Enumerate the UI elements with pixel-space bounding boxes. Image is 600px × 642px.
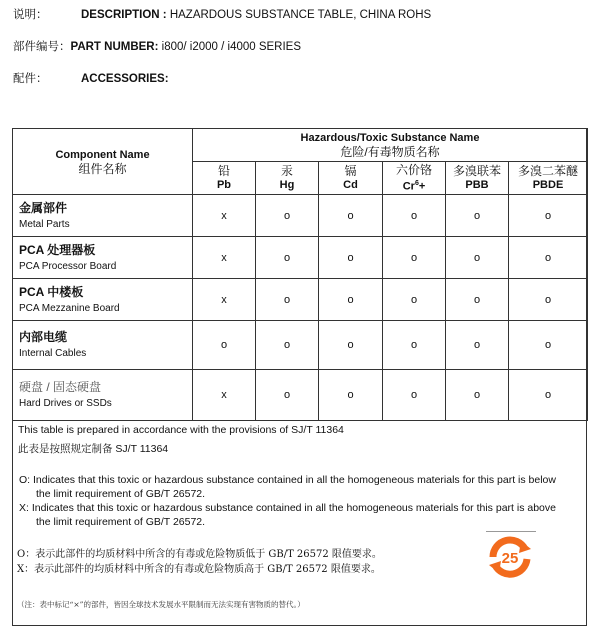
substance-value-cell: o [446,370,509,421]
substance-symbol: PBB [465,179,489,191]
component-name-en: PCA Mezzanine Board [19,302,120,314]
substance-cn: 铅 [217,164,230,178]
substance-header-en: Hazardous/Toxic Substance Name [300,132,480,144]
epup-label: 25 [501,550,519,567]
substance-value-cell: o [509,237,588,279]
component-name-en: Hard Drives or SSDs [19,398,112,409]
substance-cn: 镉 [344,164,357,178]
o-legend-cn: O：表示此部件的均质材料中所含的有毒或危险物质低于 GB/T 26572 限值要求。 [17,549,382,560]
substance-value-cell: o [509,279,588,321]
substance-symbol: Pb [216,179,232,191]
component-name-en: PCA Processor Board [19,260,117,272]
substance-value-cell: o [446,237,509,279]
substance-value-cell: o [509,370,588,421]
substance-value-cell: o [319,279,383,321]
component-cell [13,279,193,321]
substance-value-cell: o [509,321,588,370]
table-row [13,321,588,370]
hazardous-substance-table [12,128,588,421]
component-cell [13,237,193,279]
substance-value-cell: o [256,370,319,421]
part-number-line [13,38,301,54]
substance-value-cell: o [319,370,383,421]
substance-column-header [509,162,588,195]
substance-value-cell: o [446,321,509,370]
part-number-cn-label: 部件编号： [13,41,71,53]
substance-value-cell: o [383,321,446,370]
o-legend-en-line2: the limit requirement of GB/T 26572. [36,487,206,500]
o-legend-en-line1: O: Indicates that this toxic or hazardous substance contained in all the homogeneous materials for this part is below [19,474,556,486]
substance-value-cell: o [383,195,446,237]
substance-value-cell: x [193,195,256,237]
substance-symbol: $Cr^6+$ [402,179,426,193]
substance-value-cell: o [319,321,383,370]
component-name-en: Internal Cables [19,348,87,359]
substance-value-cell: o [446,195,509,237]
substance-value-cell: o [319,237,383,279]
component-name-cn: 硬盘 / 固态硬盘 [19,380,102,394]
o-legend-en [19,474,584,501]
substance-value-cell: o [509,195,588,237]
substance-column-header [256,162,319,195]
substance-cn: 六价铬 [395,162,432,177]
accessories-cn-label: 配件： [13,73,48,85]
substance-value-cell: o [256,195,319,237]
description-cn-label: 说明： [13,9,48,21]
table-row [13,370,588,421]
part-number-value: i800/ i2000 / i4000 SERIES [161,41,302,53]
substance-column-header [446,162,509,195]
substance-cn: 多溴联苯 [452,164,501,178]
component-name-cn: PCA 中楼板 [19,284,84,299]
substance-column-header [319,162,383,195]
substance-symbol: PBDE [532,179,564,191]
x-legend-cn: X：表示此部件的均质材料中所含的有毒或危险物质高于 GB/T 26572 限值要求。 [17,564,381,575]
component-name-cn: 金属部件 [19,200,68,215]
table-row [13,195,588,237]
substance-header-cn: 危险/有毒物质名称 [340,145,440,159]
prepared-note-en: This table is prepared in accordance with the provisions of SJ/T 11364 [18,424,344,436]
substance-symbol: Hg [279,179,295,191]
description-value: HAZARDOUS SUBSTANCE TABLE, CHINA ROHS [169,9,432,21]
substance-column-header [383,162,446,195]
substance-value-cell: o [256,237,319,279]
substance-value-cell: o [193,321,256,370]
component-name-cn: PCA 处理器板 [19,242,96,257]
substance-name-header [193,129,588,162]
substance-value-cell: o [383,279,446,321]
substance-value-cell: x [193,370,256,421]
component-header-cn: 组件名称 [78,161,127,176]
x-legend-en-line2: the limit requirement of GB/T 26572. [36,515,206,528]
substance-column-header [193,162,256,195]
substance-cn: 汞 [280,164,293,178]
substance-value-cell: x [193,237,256,279]
substance-value-cell: o [256,321,319,370]
substance-symbol: Cd [343,179,358,191]
component-cell [13,370,193,421]
epup-25-icon [485,531,535,583]
substance-value-cell: o [383,237,446,279]
substance-value-cell: o [319,195,383,237]
component-cell [13,195,193,237]
prepared-note-cn [18,441,168,456]
x-legend-en [19,502,584,529]
component-name-cn: 内部电缆 [19,330,68,344]
component-name-en: Metal Parts [19,218,70,230]
part-number-en-label: PART NUMBER: [70,41,159,53]
substance-value-cell: x [193,279,256,321]
substance-value-cell: o [446,279,509,321]
x-legend-en-line1: X: Indicates that this toxic or hazardous substance contained in all the homogeneous materials for this part is above [19,502,556,514]
accessories-line [13,70,169,86]
description-en-label: DESCRIPTION : [81,9,167,21]
substance-value-cell: o [256,279,319,321]
table-row [13,237,588,279]
prepared-note-cn-text: 此表是按照规定制备 SJ/T 11364 [18,443,169,455]
substance-value-cell: o [383,370,446,421]
component-cell [13,321,193,370]
substance-cn: 多溴二苯醚 [517,164,578,178]
component-name-header [13,129,193,195]
component-header-en: Component Name [55,148,150,161]
footnote: （注：表中标记“×”的部件，皆因全球技术发展水平限制而无法实现有害物质的替代。） [17,600,305,609]
description-line [13,6,431,22]
table-row [13,279,588,321]
accessories-en-label: ACCESSORIES: [81,73,169,85]
